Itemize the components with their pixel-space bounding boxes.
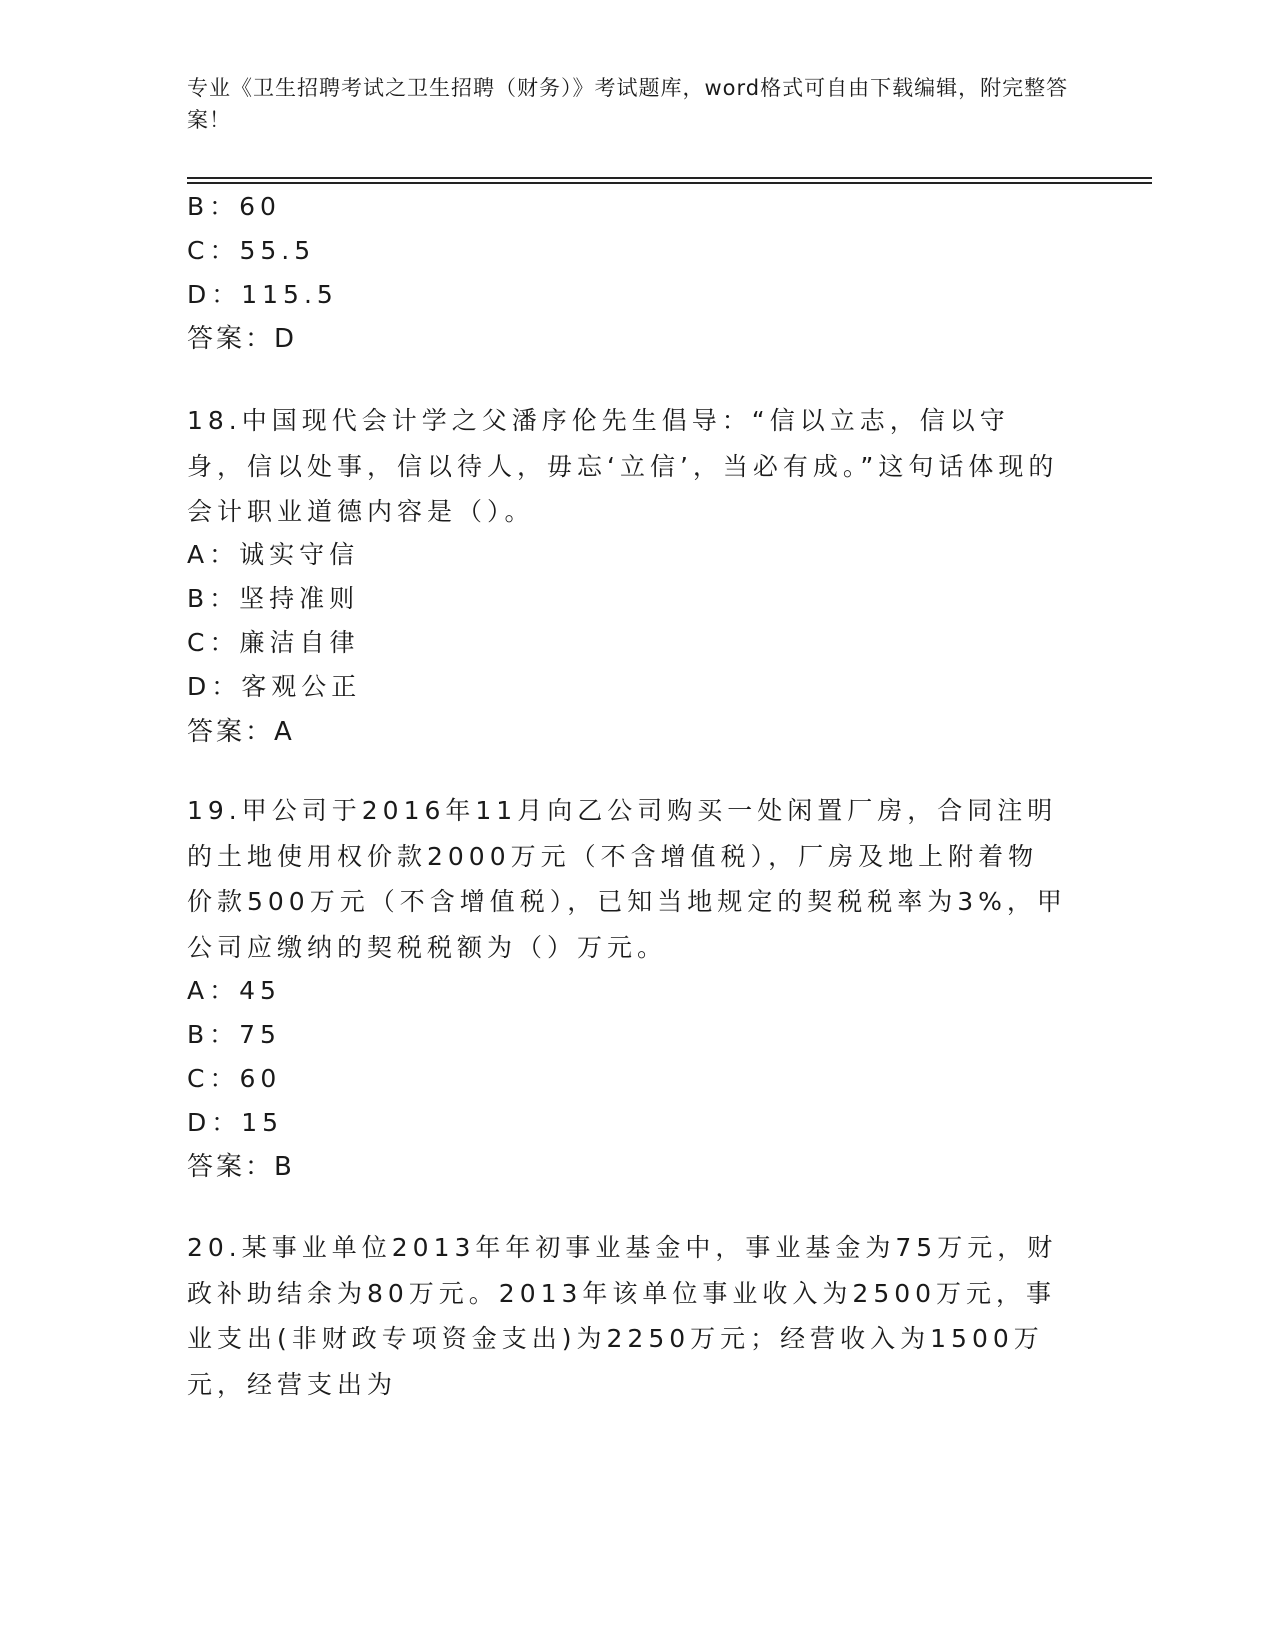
q18-answer: 答案：A [187, 717, 295, 747]
q17-option-c: C：55.5 [187, 236, 316, 265]
q18-option-c: C：廉洁自律 [187, 628, 360, 657]
q19-option-a: A：45 [187, 976, 281, 1005]
q17-answer: 答案：D [187, 324, 298, 354]
q18-option-b: B：坚持准则 [187, 584, 360, 613]
header-divider-top [187, 177, 1152, 179]
q17-option-d: D：115.5 [187, 280, 338, 309]
q19-stem: 19.甲公司于2016年11月向乙公司购买一处闲置厂房，合同注明的土地使用权价款2000万元（不含增值税），厂房及地上附着物价款500万元（不含增值税），已知当地规定的契税税率为3%，甲公司应缴纳的契税税额为（）万元。 [187, 796, 1067, 962]
q17-option-b: B：60 [187, 192, 281, 221]
document-header: 专业《卫生招聘考试之卫生招聘（财务）》考试题库，word格式可自由下载编辑，附完整答案！ [187, 76, 1069, 132]
q19-option-d: D：15 [187, 1108, 284, 1137]
header-divider-bottom [187, 182, 1152, 184]
q18-option-a: A：诚实守信 [187, 540, 360, 569]
q18-option-d: D：客观公正 [187, 672, 362, 701]
q20-stem: 20.某事业单位2013年年初事业基金中，事业基金为75万元，财政补助结余为80万元。2013年该单位事业收入为2500万元，事业支出(非财政专项资金支出)为2250万元；经营收入为1500万元，经营支出为 [187, 1233, 1058, 1399]
q19-answer: 答案：B [187, 1152, 295, 1182]
q18-stem: 18.中国现代会计学之父潘序伦先生倡导：“信以立志，信以守身，信以处事，信以待人，毋忘‘立信’，当必有成。”这句话体现的会计职业道德内容是（）。 [187, 406, 1059, 526]
q19-option-b: B：75 [187, 1020, 281, 1049]
q19-option-c: C：60 [187, 1064, 282, 1093]
